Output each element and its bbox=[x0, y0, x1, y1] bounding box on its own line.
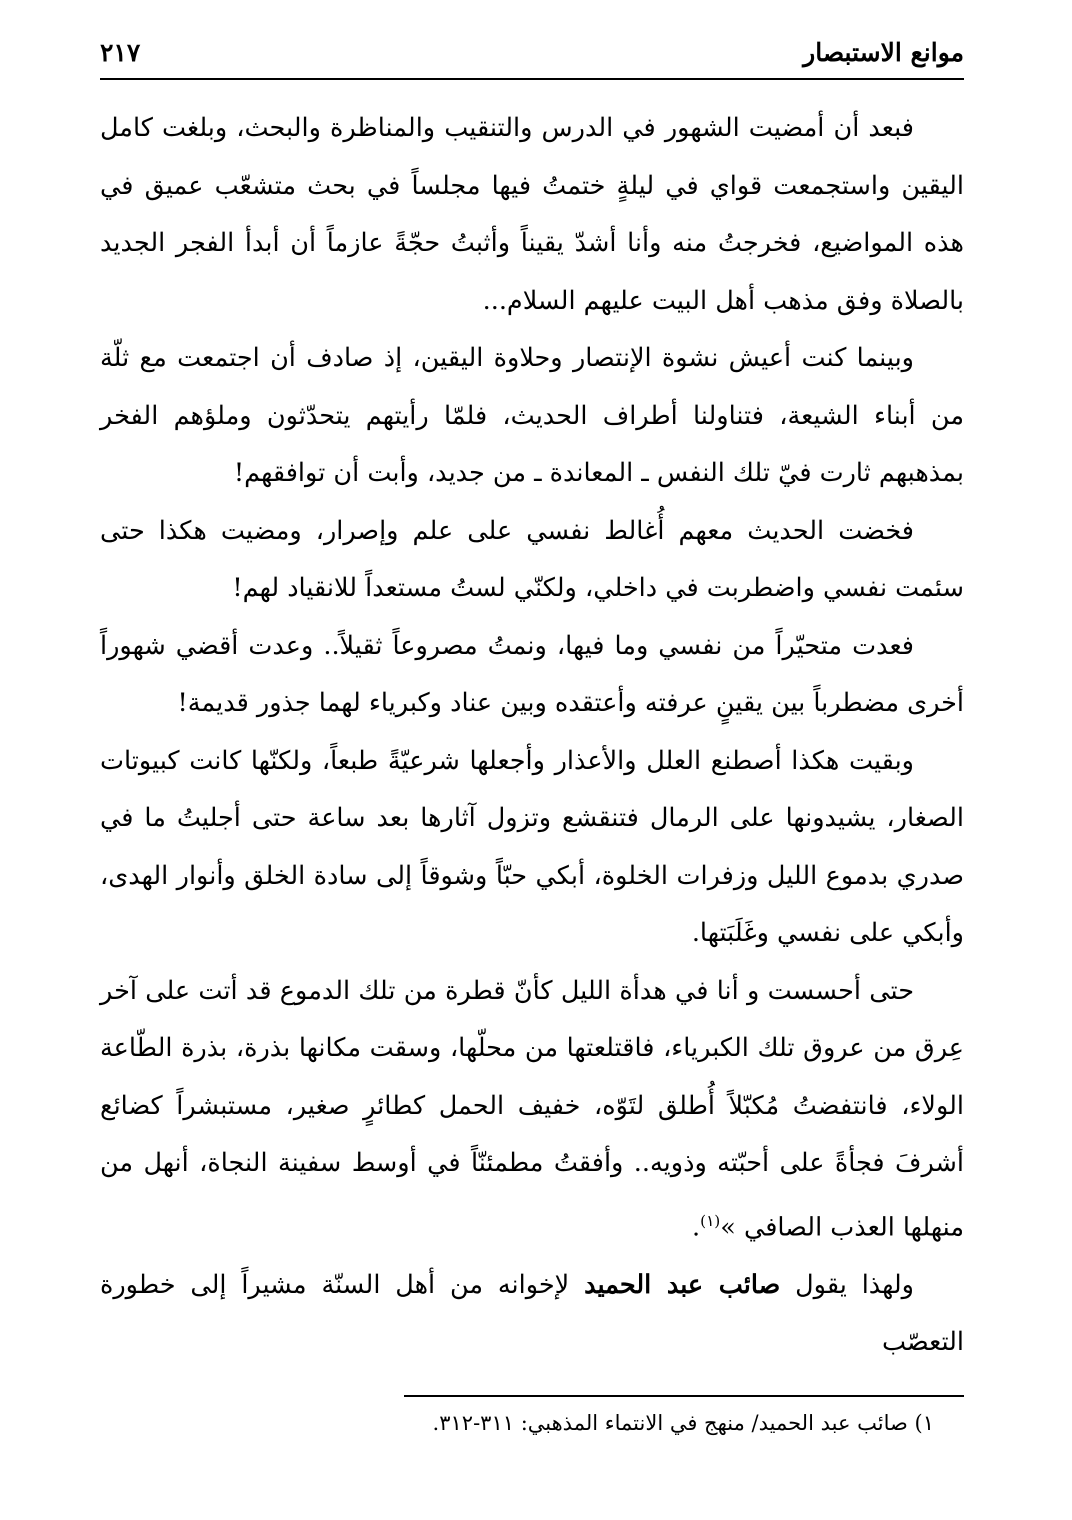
closing-prefix: ولهذا يقول bbox=[780, 1269, 914, 1300]
footnote-divider bbox=[404, 1395, 964, 1397]
paragraph-6: حتى أحسست و أنا في هدأة الليل كأنّ قطرة من تلك الدموع قد أتت على آخر عِرق من عروق تلك الكبرياء، فاقتلعتها من محلّها، وسقت مكانها بذرة، بذرة الطّاعة الولاء، فانتفضتُ مُكبّلاً أُطلق لتَوّه، خفيف الحمل كطائرٍ صغير، مستبشراً كضائع أشرفَ فجأةً على أحبّته وذويه.. وأفقتُ مطمئنّاً في أوسط سفينة النجاة، أنهل من منهلها العذب الصافي »$^{(١)}$. bbox=[100, 975, 964, 1242]
page-header bbox=[100, 38, 964, 80]
footnote: ١) صائب عبد الحميد/ منهج في الانتماء المذهبي: ٣١١-٣١٢. bbox=[432, 1411, 934, 1435]
paragraph-1: فبعد أن أمضيت الشهور في الدرس والتنقيب والمناظرة والبحث، وبلغت كامل اليقين واستجمعت قواي في ليلةٍ ختمتُ فيها مجلساً في بحث متشعّب عميق في هذه المواضيع، فخرجتُ منه وأنا أشدّ يقيناً وأثبتُ حجّةً عازماً أن أبدأ الفجر الجديد بالصلاة وفق مذهب أهل البيت عليهم السلام... bbox=[100, 113, 964, 316]
author-name: صائب عبد الحميد bbox=[584, 1269, 781, 1300]
footnote-marker: (١) bbox=[700, 1211, 721, 1230]
closing-suffix: لإخوانه من أهل السنّة مشيراً إلى خطورة التعصّب bbox=[100, 1269, 964, 1357]
paragraph-5: وبقيت هكذا أصطنع العلل والأعذار وأجعلها شرعيّةً طبعاً، ولكنّها كانت كبيوتات الصغار، يشيدونها على الرمال فتنقشع وتزول آثارها بعد ساعة حتى أجليتُ ما في صدري بدموع الليل وزفرات الخلوة، أبكي حبّاً وشوقاً إلى سادة الخلق وأنوار الهدى، وأبكي على نفسي وغَلَبَتها. bbox=[100, 745, 964, 948]
paragraph-6-text: حتى أحسست و أنا في هدأة الليل كأنّ قطرة من تلك الدموع قد أتت على آخر عِرق من عروق تلك الكبرياء، فاقتلعتها من محلّها، وسقت مكانها بذرة، بذرة الطّاعة الولاء، فانتفضتُ مُكبّلاً أُطلق لتَوّه، خفيف الحمل كطائرٍ صغير، مستبشراً كضائع أشرفَ فجأةً على أحبّته وذويه.. وأفقتُ مطمئنّاً في أوسط سفينة النجاة، أنهل من منهلها العذب الصافي » bbox=[100, 975, 964, 1242]
paragraph-3: فخضت الحديث معهم أُغالط نفسي على علم وإصرار، ومضيت هكذا حتى سئمت نفسي واضطربت في داخلي، ولكنّي لستُ مستعداً للانقياد لهم! bbox=[100, 515, 964, 603]
closing-paragraph bbox=[100, 1257, 964, 1372]
running-title: موانع الاستبصار bbox=[803, 38, 964, 67]
page-number: ٢١٧ bbox=[100, 38, 141, 67]
paragraph-2: وبينما كنت أعيش نشوة الإنتصار وحلاوة اليقين، إذ صادف أن اجتمعت مع ثلّة من أبناء الشيعة، فتناولنا أطراف الحديث، فلمّا رأيتهم يتحدّثون وملؤهم الفخر بمذهبهم ثارت فيّ تلك النفس ـ المعاندة ـ من جديد، وأبت أن توافقهم! bbox=[100, 343, 964, 488]
body-text bbox=[100, 100, 964, 1372]
paragraph-4: فعدت متحيّراً من نفسي وما فيها، ونمتُ مصروعاً ثقيلاً.. وعدت أقضي شهوراً أخرى مضطرباً بين يقينٍ عرفته وأعتقده وبين عناد وكبرياء لهما جذور قديمة! bbox=[100, 630, 964, 718]
